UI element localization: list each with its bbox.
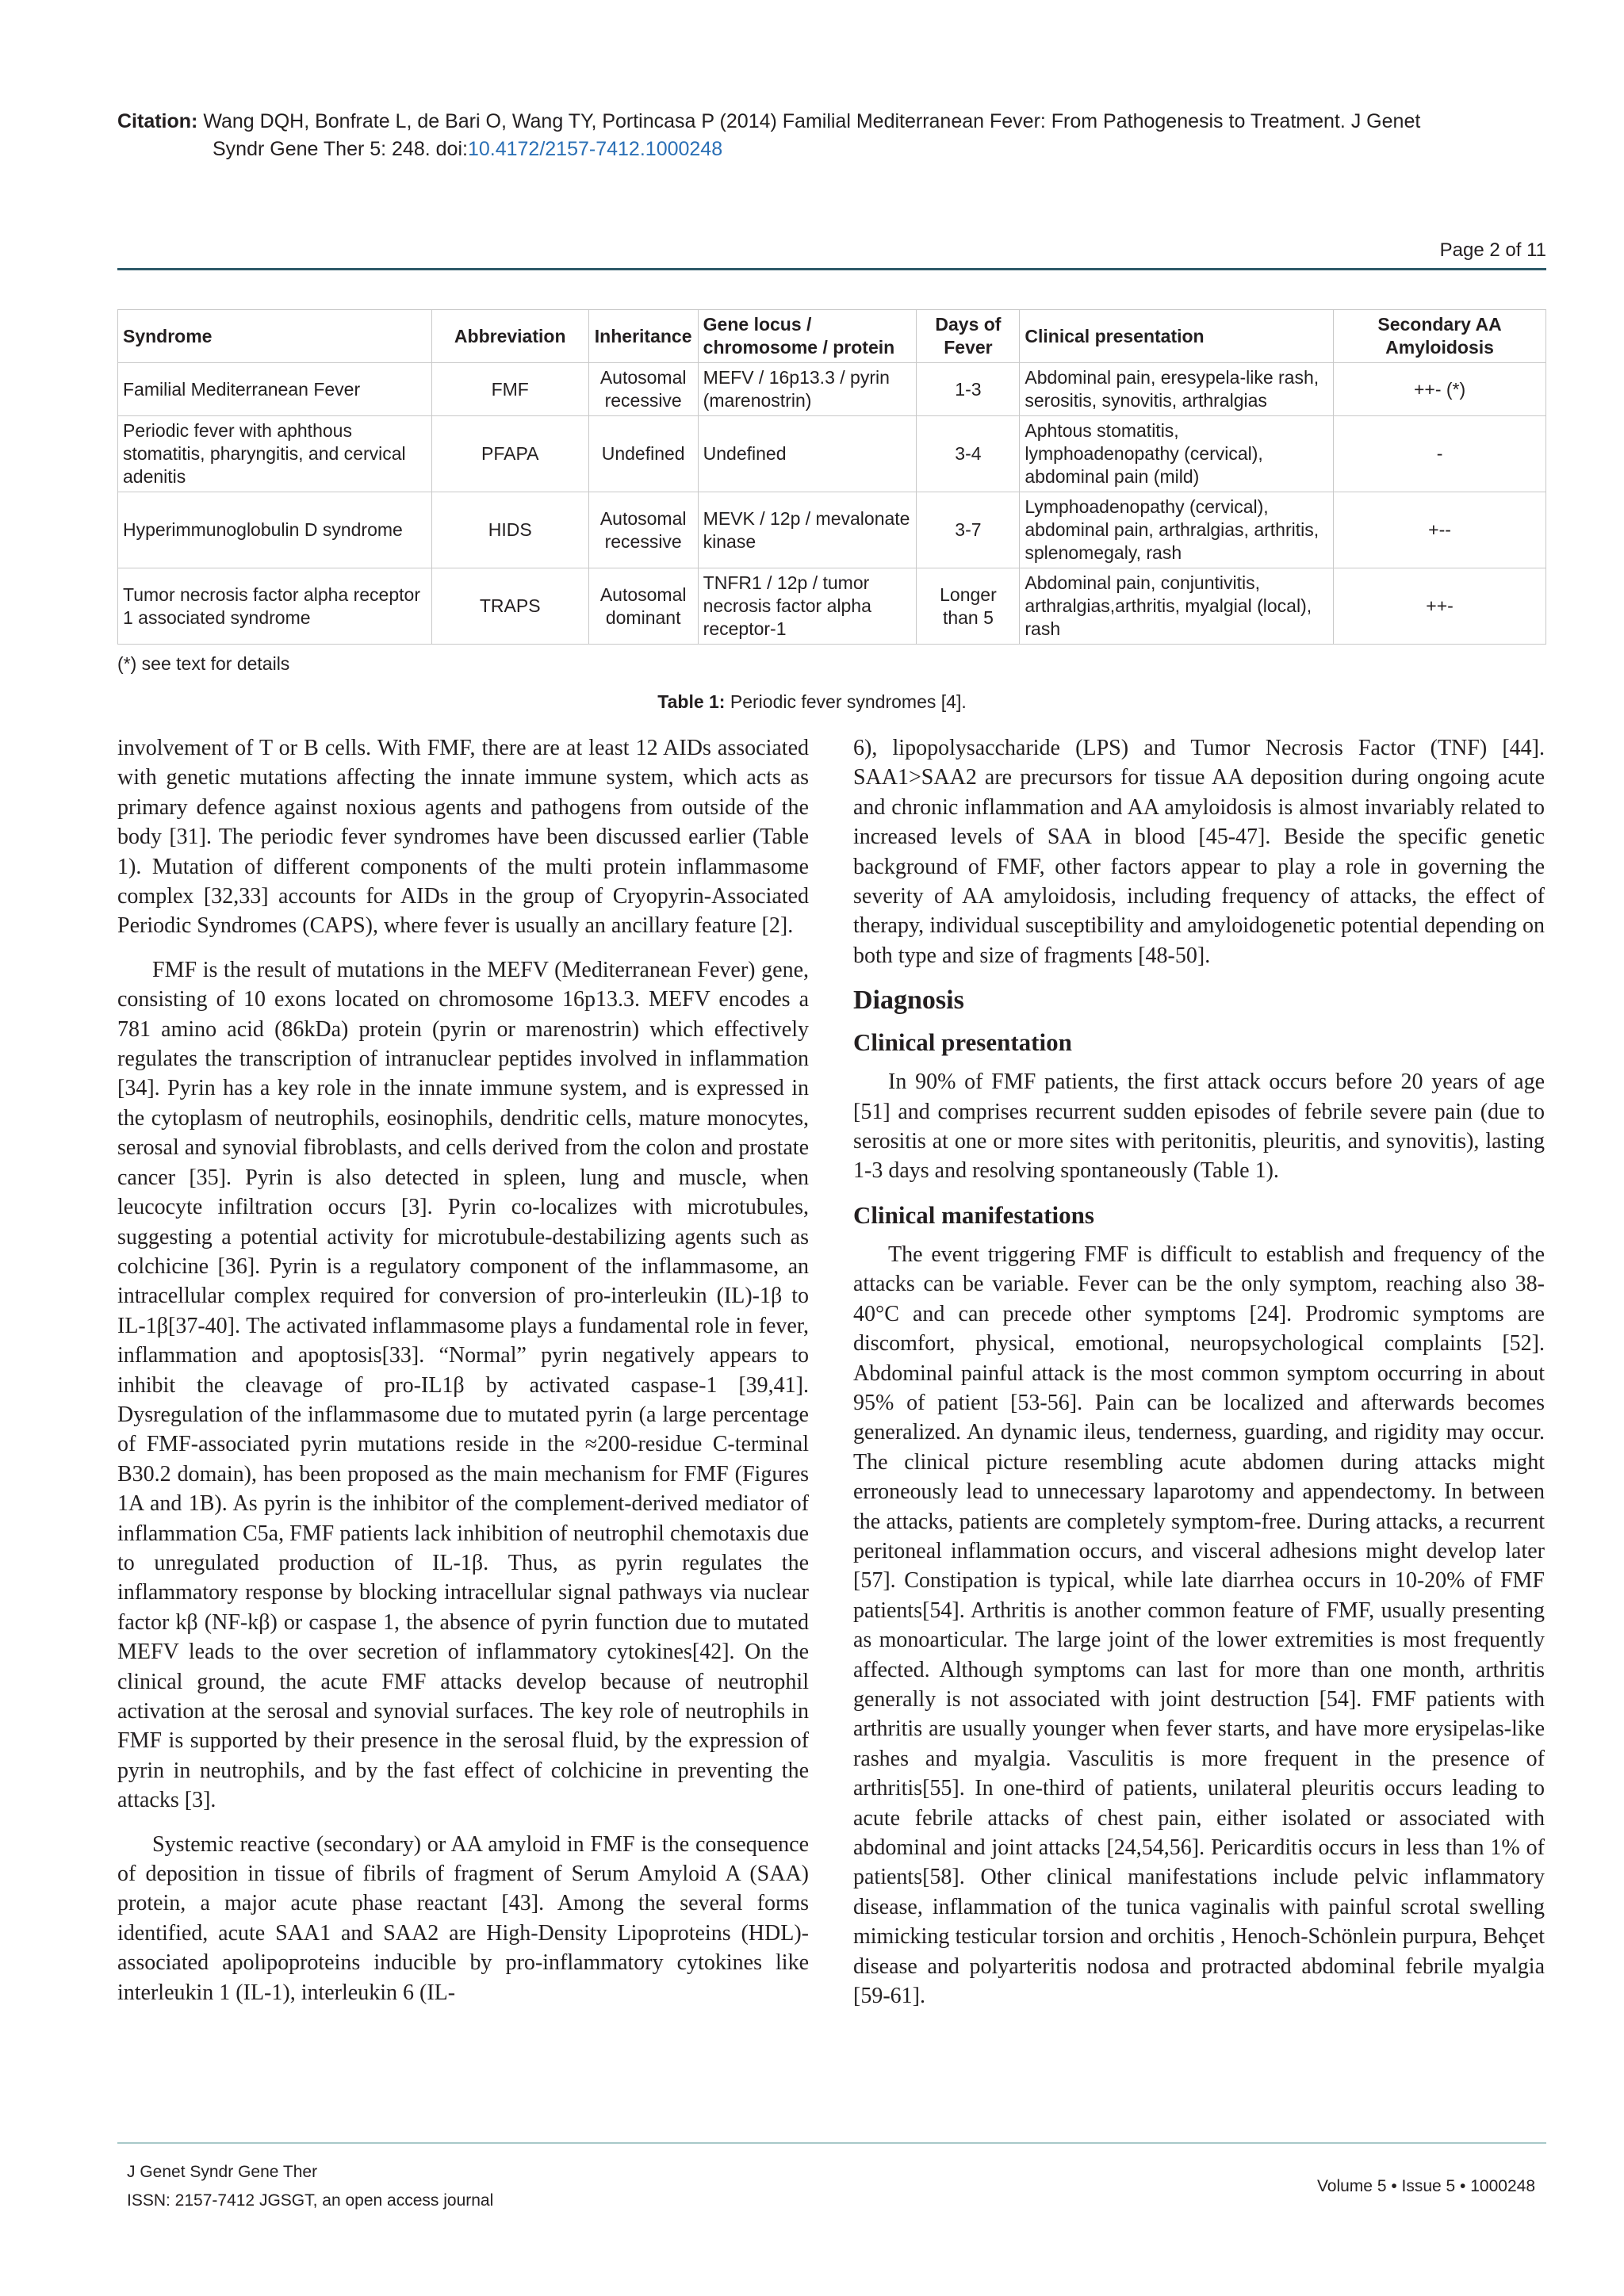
paragraph: FMF is the result of mutations in the MEFV (Mediterranean Fever) gene, consisting of 10 exons located on chromosome 16p13.3. MEFV encodes a 781 amino acid (86kDa) protein (pyrin or marenostrin) which effectively regulates the transcription of intranuclear peptides involved in inflammation [34]. Pyrin has a key role in the innate immune system, and is expressed in the cytoplasm of neutrophils, eosinophils, dendritic cells, mature monocytes, serosal and synovial fibroblasts, and cells derived from the colon and prostate cancer [35]. Pyrin is also detected in spleen, lung and muscle, when leucocyte infiltration occurs [3]. Pyrin co-localizes with microtubules, suggesting a potential activity for microtubule-destabilizing agents such as colchicine [36]. Pyrin is a regulatory component of the inflammasome, an intracellular complex required for conversion of pro-interleukin (IL)-1β to IL-1β[37-40]. The activated inflammasome plays a fundamental role in fever, inflammation and apoptosis[33]. “Normal” pyrin negatively appears to inhibit the cleavage of pro-IL1β by activated caspase-1 [39,41]. Dysregulation of the inflammasome due to mutated pyrin (a large percentage of FMF-associated pyrin mutations reside in the ≈200-residue C-terminal B30.2 domain), has been proposed as the main mechanism for FMF (Figures 1A and 1B). As pyrin is the inhibitor of the complement-derived mediator of inflammation C5a, FMF patients lack inhibition of neutrophil chemotaxis due to unregulated production of IL-1β. Thus, as pyrin regulates the inflammatory response by blocking intracellular signal pathways via nuclear factor kβ (NF-kβ) or caspase 1, the absence of pyrin function due to mutated MEFV leads to the over secretion of inflammatory cytokines[42]. On the clinical ground, the acute FMF attacks develop because of neutrophil activation at the serosal and synovial surfaces. The key role of neutrophils in FMF is supported by their presence in the serosal fluid, by the expression of pyrin in neutrophils, and by the fast effect of colchicine in preventing the attacks [3]. — [117, 957, 809, 1813]
footer-divider — [117, 2142, 1546, 2144]
citation-text-line2-prefix: Syndr Gene Ther 5: 248. doi: — [213, 138, 468, 160]
table-row — [118, 363, 1546, 416]
table-cell: ++- — [1334, 568, 1546, 645]
footer-issn: ISSN: 2157-7412 JGSGT, an open access journal — [127, 2191, 494, 2210]
doi-link[interactable]: 10.4172/2157-7412.1000248 — [467, 138, 723, 160]
table-caption — [0, 691, 1624, 713]
table-cell: Lymphoadenopathy (cervical), abdominal pain, arthralgias, arthritis, splenomegaly, rash — [1020, 492, 1334, 568]
table-cell: 3-4 — [917, 416, 1020, 492]
paragraph: involvement of T or B cells. With FMF, there are at least 12 AIDs associated with genetic mutations affecting the innate immune system, which acts as primary defence against noxious agents and pathogens from outside of the body [31]. The periodic fever syndromes have been discussed earlier (Table 1). Mutation of different components of the multi protein inflammasome complex [32,33] accounts for AIDs in the group of Cryopyrin-Associated Periodic Syndromes (CAPS), where fever is usually an ancillary feature [2]. — [117, 736, 809, 939]
table-footnote: (*) see text for details — [117, 653, 290, 674]
table-cell: Autosomal recessive — [588, 492, 698, 568]
table-cell: Familial Mediterranean Fever — [118, 363, 432, 416]
paragraph: The event triggering FMF is difficult to establish and frequency of the attacks can be variable. Fever can be the only symptom, reaching also 38-40°C and can precede other symptoms [24]. Prodromic symptoms are discomfort, physical, emotional, neuropsychological complaints [52]. Abdominal painful attack is the most common symptom occurring in about 95% of patient [53-56]. Pain can be localized and afterwards becomes generalized. An dynamic ileus, tenderness, guarding, and rigidity may occur. The clinical picture resembling acute abdomen during attacks might erroneously lead to unnecessary laparotomy and appendectomy. In between the attacks, patients are completely symptom-free. During attacks, a recurrent peritoneal inflammation occurs, and visceral adhesions might develop later [57]. Constipation is typical, while late diarrhea occurs in 10-20% of FMF patients[54]. Arthritis is another common feature of FMF, usually presenting as monoarticular. The large joint of the lower extremities is most frequently affected. Although symptoms can last for more than one month, arthritis generally is not associated with joint destruction [54]. FMF patients with arthritis are usually younger when fever starts, and have more erysipelas-like rashes and myalgia. Vasculitis is more frequent in the presence of arthritis[55]. In one-third of patients, unilateral pleuritis occurs leading to acute febrile attacks of chest pain, either isolated or associated with abdominal and joint attacks [24,54,56]. Pericarditis occurs in less than 1% of patients[58]. Other clinical manifestations include pelvic inflammatory disease, inflammation of the tunica vaginalis with painful scrotal swelling mimicking testicular torsion and orchitis , Henoch-Schönlein purpura, Behçet disease and polyarteritis nodosa and protracted abdominal febrile myalgia [59-61]. — [853, 1242, 1545, 2009]
table-cell: Aphtous stomatitis, lymphoadenopathy (cervical), abdominal pain (mild) — [1020, 416, 1334, 492]
table-cell: HIDS — [431, 492, 588, 568]
table-cell: PFAPA — [431, 416, 588, 492]
table-cell: TRAPS — [431, 568, 588, 645]
table-cell: ++- (*) — [1334, 363, 1546, 416]
table-cell: Undefined — [588, 416, 698, 492]
table-cell: Undefined — [698, 416, 917, 492]
right-column — [853, 733, 1545, 2025]
table-row — [118, 492, 1546, 568]
table-header-cell: Abbreviation — [431, 310, 588, 363]
table-cell: - — [1334, 416, 1546, 492]
table-cell: Tumor necrosis factor alpha receptor 1 associated syndrome — [118, 568, 432, 645]
table-cell: +-- — [1334, 492, 1546, 568]
paragraph: Systemic reactive (secondary) or AA amyloid in FMF is the consequence of deposition in tissue of fibrils of fragment of Serum Amyloid A (SAA) protein, a major acute phase reactant [43]. Among the several forms identified, acute SAA1 and SAA2 are High-Density Lipoproteins (HDL)-associated apolipoproteins inducible by pro-inflammatory cytokines like interleukin 1 (IL-1), interleukin 6 (IL- — [117, 1831, 809, 2005]
section-heading-diagnosis: Diagnosis — [853, 985, 964, 1016]
table-cell: Longer than 5 — [917, 568, 1020, 645]
subsection-heading-clinical-presentation: Clinical presentation — [853, 1028, 1072, 1057]
citation-text-line2 — [117, 136, 1545, 163]
page-number: Page 2 of 11 — [1439, 239, 1546, 261]
table-caption-text: Periodic fever syndromes [4]. — [730, 691, 967, 712]
footer-volume: Volume 5 • Issue 5 • 1000248 — [1316, 2177, 1535, 2195]
citation-label: Citation: — [117, 110, 198, 132]
citation — [117, 108, 1545, 163]
left-column — [117, 733, 809, 2022]
table-cell: Autosomal dominant — [588, 568, 698, 645]
subsection-heading-clinical-manifestations: Clinical manifestations — [853, 1200, 1094, 1229]
table-row — [118, 416, 1546, 492]
table-header-cell: Gene locus / chromosome / protein — [698, 310, 917, 363]
table-cell: Periodic fever with aphthous stomatitis, pharyngitis, and cervical adenitis — [118, 416, 432, 492]
table-caption-label: Table 1: — [657, 691, 726, 712]
table-cell: MEFV / 16p13.3 / pyrin (marenostrin) — [698, 363, 917, 416]
table-cell: Autosomal recessive — [588, 363, 698, 416]
table-row — [118, 568, 1546, 645]
table-header-cell: Clinical presentation — [1020, 310, 1334, 363]
table-header-cell: Secondary AA Amyloidosis — [1334, 310, 1546, 363]
table-header-cell: Inheritance — [588, 310, 698, 363]
paragraph: 6), lipopolysaccharide (LPS) and Tumor Necrosis Factor (TNF) [44]. SAA1>SAA2 are precursors for tissue AA deposition during ongoing acute and chronic inflammation and AA amyloidosis is almost invariably related to increased levels of SAA in blood [45-47]. Beside the specific genetic background of FMF, other factors appear to play a role in governing the severity of AA amyloidosis, including frequency of attacks, the effect of therapy, individual susceptibility and amyloidogenetic potential depending on both type and size of fragments [48-50]. — [853, 736, 1545, 968]
table-cell: 1-3 — [917, 363, 1020, 416]
header-divider — [117, 268, 1546, 270]
table-cell: Hyperimmunoglobulin D syndrome — [118, 492, 432, 568]
table-cell: Abdominal pain, eresypela-like rash, serositis, synovitis, arthralgias — [1020, 363, 1334, 416]
table-header-row — [118, 310, 1546, 363]
table-cell: 3-7 — [917, 492, 1020, 568]
table-cell: MEVK / 12p / mevalonate kinase — [698, 492, 917, 568]
citation-text-line1: Wang DQH, Bonfrate L, de Bari O, Wang TY, Portincasa P (2014) Familial Mediterranean Fever: From Pathogenesis to Treatment. J Genet — [203, 110, 1421, 132]
table-cell: TNFR1 / 12p / tumor necrosis factor alpha receptor-1 — [698, 568, 917, 645]
table-header-cell: Syndrome — [118, 310, 432, 363]
table-header-cell: Days of Fever — [917, 310, 1020, 363]
periodic-fever-table — [117, 309, 1546, 645]
table-cell: FMF — [431, 363, 588, 416]
table-cell: Abdominal pain, conjuntivitis, arthralgias,arthritis, myalgial (local), rash — [1020, 568, 1334, 645]
paragraph: In 90% of FMF patients, the first attack occurs before 20 years of age [51] and comprises recurrent sudden episodes of febrile severe pain (due to serositis at one or more sites with peritonitis, pleuritis, and synovitis), lasting 1-3 days and resolving spontaneously (Table 1). — [853, 1070, 1545, 1184]
footer-journal: J Genet Syndr Gene Ther — [127, 2163, 318, 2181]
